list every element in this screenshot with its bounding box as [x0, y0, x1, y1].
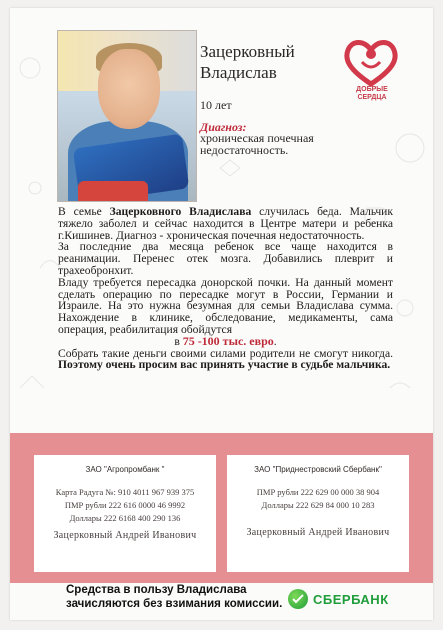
account-owner: Зацерковный Андрей Иванович — [53, 530, 197, 541]
account-line: Доллары 222 629 84 000 10 283 — [261, 500, 375, 510]
story-paragraph-2: За последние два месяца ребенок все чаще находится в реанимации. Перенес отек мозга. Добавились плеврит и трахеобронхит. — [58, 240, 393, 277]
sberbank-check-icon — [288, 589, 308, 609]
diagnosis-label: Диагноз: — [200, 120, 247, 134]
story-text — [58, 206, 393, 371]
child-photo — [57, 30, 197, 202]
footer-commission-note: Средства в пользу Владислава зачисляются без взимания комиссии. — [66, 584, 283, 610]
bank-title: ЗАО "Агропромбанк " — [85, 465, 165, 474]
bank-title: ЗАО "Приднестровский Сбербанк" — [254, 465, 382, 474]
story-paragraph-3: Владу требуется пересадка донорской почки. На данный момент сделать операцию по пересадке могут в России, Германии и Израиле. На это нужна безумная для семьи Владислава сумма. Нахождение в клинике, обследование, медикаменты, сама операция, реабилитация обойдутся — [58, 275, 393, 336]
diagnosis-text: хроническая почечная недостаточность. — [200, 131, 314, 157]
logo-text: ДОБРЫЕ СЕРДЦА — [356, 86, 388, 101]
account-line: ПМР рубли 222 616 0000 46 9992 — [64, 500, 186, 510]
poster-sheet — [10, 8, 433, 620]
amount-value: 75 -100 тыс. евро — [182, 333, 274, 348]
child-age: 10 лет — [200, 98, 232, 112]
account-line: Доллары 222 6168 400 290 136 — [69, 513, 181, 523]
sberbank-wordmark: СБЕРБАНК — [313, 591, 389, 607]
amount-line: в 75 -100 тыс. евро. — [174, 333, 277, 348]
bank-card-agroprombank — [34, 455, 216, 572]
account-line: Карта Радуга №: 910 4011 967 939 375 — [55, 487, 195, 497]
bank-details-panel — [10, 433, 433, 583]
story-paragraph-4: Собрать такие деньги своими силами родители не смогут никогда. Поэтому очень просим вас принять участие в судьбе мальчика. — [58, 346, 393, 372]
bank-card-sberbank — [227, 455, 409, 572]
sberbank-logo — [288, 588, 398, 610]
story-paragraph-1: В семье Зацерковного Владислава случилась беда. Мальчик тяжело заболел и сейчас находится в Центре матери и ребенка г.Кишинев. Диагноз - хроническая почечная недостаточность. — [58, 205, 393, 242]
dobrye-serdca-logo-icon — [340, 32, 402, 94]
child-name: Зацерковный Владислав — [200, 42, 295, 82]
account-line: ПМР рубли 222 629 00 000 38 904 — [256, 487, 380, 497]
account-owner: Зацерковный Андрей Иванович — [246, 527, 390, 538]
